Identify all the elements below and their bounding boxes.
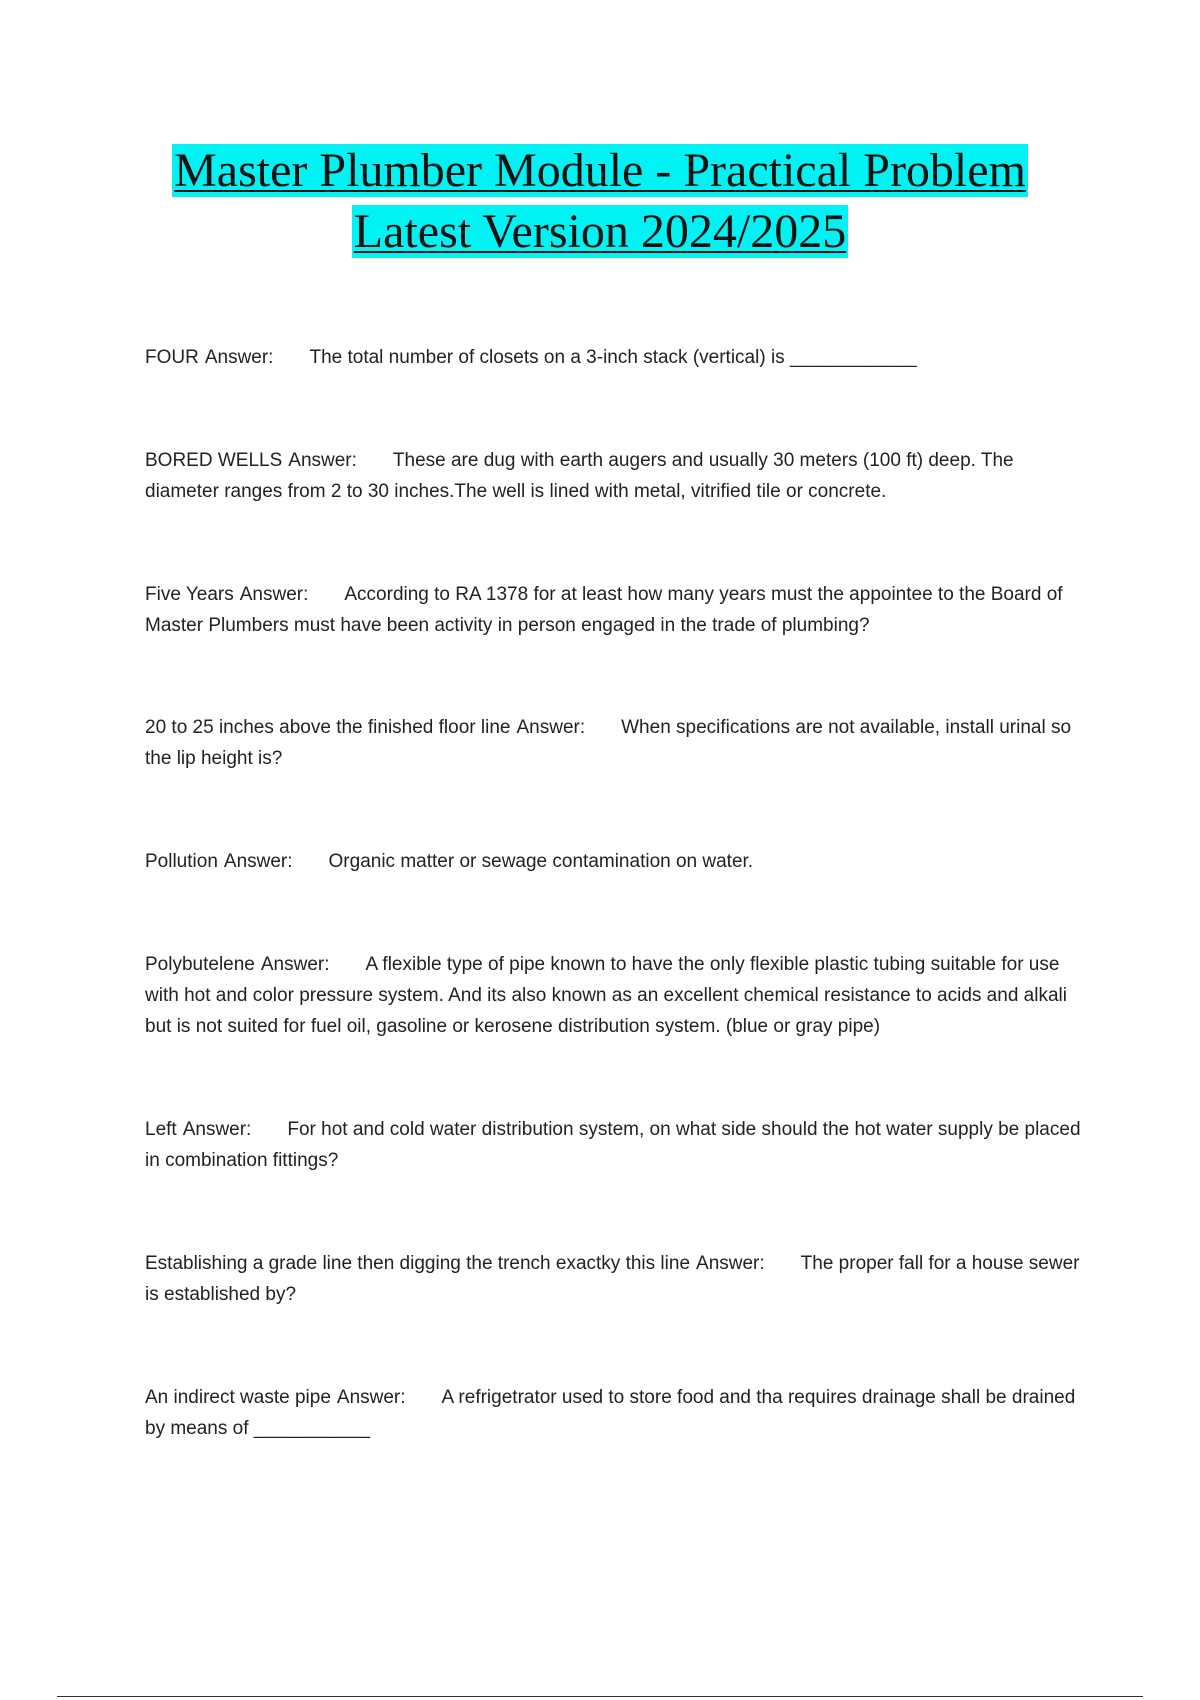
- document-title: [100, 140, 1100, 262]
- entry-term: BORED WELLS: [145, 450, 283, 471]
- entry-text: According to RA 1378 for at least how many years must the appointee to the Board of Master Plumbers must have been activity in person engaged in the trade of plumbing?: [145, 584, 1063, 636]
- qa-entry: [145, 846, 1090, 877]
- entry-text: These are dug with earth augers and usually 30 meters (100 ft) deep. The diameter ranges from 2 to 30 inches.The well is lined with metal, vitrified tile or concrete.: [145, 450, 1014, 502]
- qa-entry: [145, 1248, 1090, 1310]
- qa-entry: [145, 1382, 1090, 1444]
- entry-term: Five Years: [145, 584, 234, 605]
- entry-text: For hot and cold water distribution system, on what side should the hot water supply be placed in combination fittings?: [145, 1119, 1081, 1171]
- qa-entry: [145, 1114, 1090, 1176]
- answer-label: Answer:: [288, 450, 357, 471]
- answer-label: Answer:: [239, 584, 309, 605]
- entry-text: Organic matter or sewage contamination on water.: [328, 851, 754, 872]
- answer-label: Answer:: [336, 1387, 406, 1408]
- entry-text: The proper fall for a house sewer is established by?: [145, 1253, 1080, 1305]
- entry-term: Establishing a grade line then digging the trench exactky this line: [145, 1253, 691, 1274]
- entry-term: An indirect waste pipe: [145, 1387, 331, 1408]
- qa-entry: [145, 342, 1090, 373]
- entry-text: A flexible type of pipe known to have the only flexible plastic tubing suitable for use with hot and color pressure system. And its also known as an excellent chemical resistance to acids and alkali but is not suited for fuel oil, gasoline or kerosene distribution system. (blue or gray pipe): [145, 954, 1067, 1037]
- entry-term: Left: [145, 1119, 177, 1140]
- answer-label: Answer:: [696, 1253, 765, 1274]
- title-line-2: Latest Version 2024/2025: [353, 205, 847, 258]
- qa-entry: [145, 579, 1090, 641]
- footer-divider: [57, 1696, 1143, 1697]
- answer-label: Answer:: [223, 851, 293, 872]
- qa-entry: [145, 445, 1090, 507]
- entry-term: Pollution: [145, 851, 218, 872]
- answer-label: Answer:: [182, 1119, 252, 1140]
- entry-term: 20 to 25 inches above the finished floor line: [145, 717, 511, 738]
- entry-text: A refrigetrator used to store food and tha requires drainage shall be drained by means of ___________: [145, 1387, 1076, 1439]
- answer-label: Answer:: [204, 347, 274, 368]
- entry-term: FOUR: [145, 347, 199, 368]
- qa-entry: [145, 949, 1090, 1042]
- answer-label: Answer:: [260, 954, 330, 975]
- entry-text: When specifications are not available, install urinal so the lip height is?: [145, 717, 1072, 769]
- qa-entry: [145, 712, 1090, 774]
- entry-term: Polybutelene: [145, 954, 255, 975]
- answer-label: Answer:: [516, 717, 586, 738]
- title-line-1: Master Plumber Module - Practical Problem: [174, 144, 1026, 197]
- entry-text: The total number of closets on a 3-inch stack (vertical) is ____________: [309, 347, 917, 368]
